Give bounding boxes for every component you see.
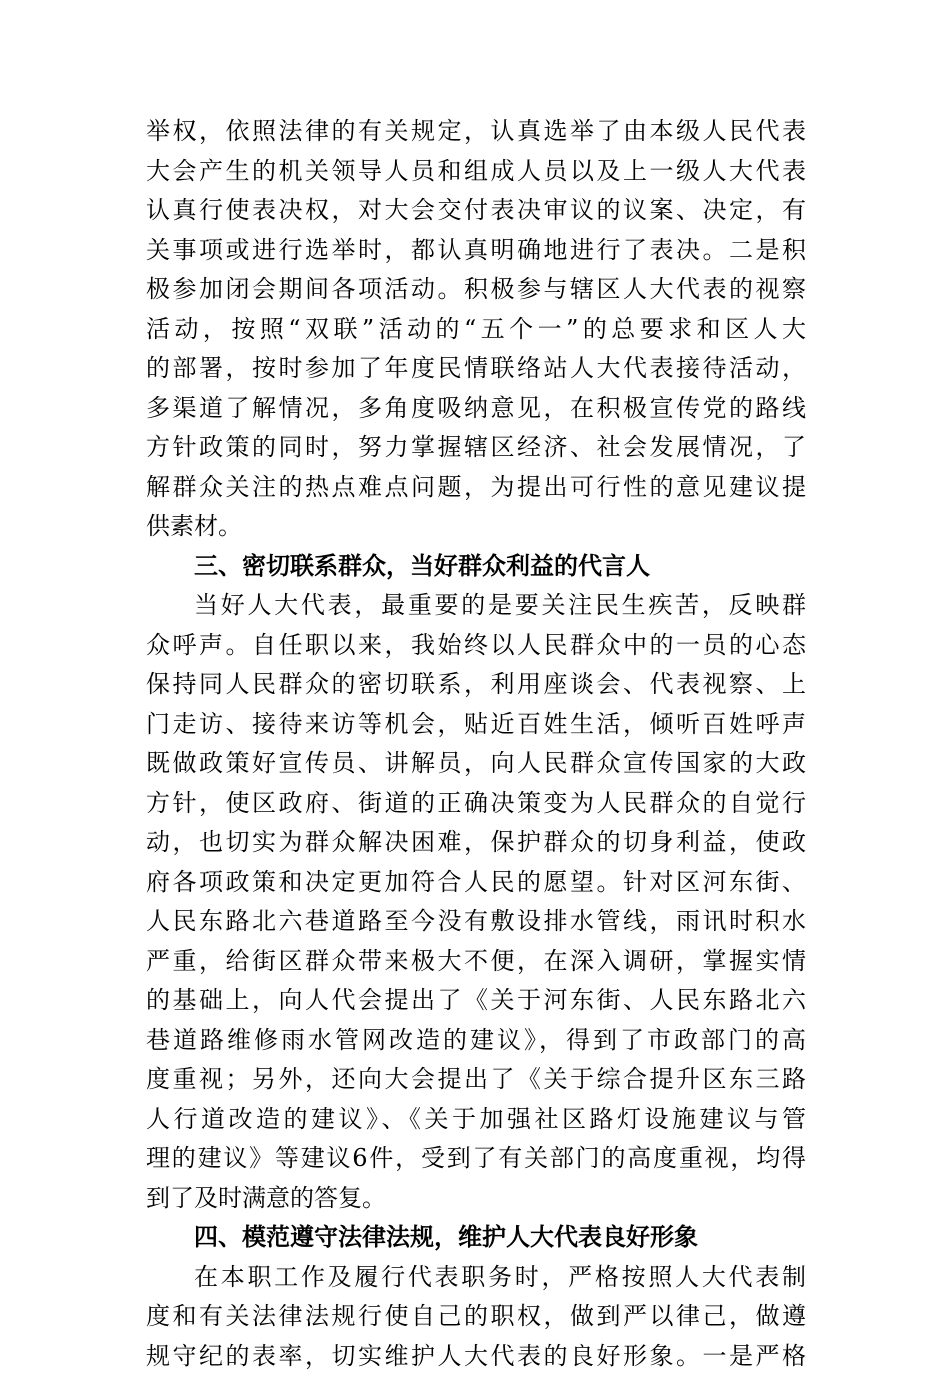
text-line: 人民东路北六巷道路至今没有敷设排水管线，雨讯时积水 [146, 902, 806, 942]
text-line: 的基础上，向人代会提出了《关于河东街、人民东路北六 [146, 981, 806, 1021]
text-line: 巷道路维修雨水管网改造的建议》，得到了市政部门的高 [146, 1021, 806, 1061]
text-line: 度和有关法律法规行使自己的职权，做到严以律己，做遵 [146, 1297, 806, 1337]
text-line: 人行道改造的建议》、《关于加强社区路灯设施建议与管 [146, 1100, 806, 1140]
document-body [146, 112, 806, 1376]
text-line: 供素材。 [146, 507, 806, 547]
text-line: 解群众关注的热点难点问题，为提出可行性的意见建议提 [146, 468, 806, 508]
text-line: 众呼声。自任职以来，我始终以人民群众中的一员的心态 [146, 626, 806, 666]
text-line: 多渠道了解情况，多角度吸纳意见，在积极宣传党的路线 [146, 389, 806, 429]
section-heading-4: 四、模范遵守法律法规，维护人大代表良好形象 [146, 1218, 806, 1258]
text-line: 方针政策的同时，努力掌握辖区经济、社会发展情况，了 [146, 428, 806, 468]
text-line: 府各项政策和决定更加符合人民的愿望。针对区河东街、 [146, 863, 806, 903]
text-line: 理的建议》等建议6件，受到了有关部门的高度重视，均得 [146, 1139, 806, 1179]
text-line: 在本职工作及履行代表职务时，严格按照人大代表制 [146, 1258, 806, 1298]
text-line: 严重，给街区群众带来极大不便，在深入调研，掌握实情 [146, 942, 806, 982]
text-line: 规守纪的表率，切实维护人大代表的良好形象。一是严格 [146, 1337, 806, 1376]
text-line: 认真行使表决权，对大会交付表决审议的议案、决定，有 [146, 191, 806, 231]
text-line: 动，也切实为群众解决困难，保护群众的切身利益，使政 [146, 823, 806, 863]
text-line: 大会产生的机关领导人员和组成人员以及上一级人大代表 [146, 152, 806, 192]
text-line: 保持同人民群众的密切联系，利用座谈会、代表视察、上 [146, 665, 806, 705]
text-line: 既做政策好宣传员、讲解员，向人民群众宣传国家的大政 [146, 744, 806, 784]
text-line: 方针，使区政府、街道的正确决策变为人民群众的自觉行 [146, 784, 806, 824]
text-line: 度重视；另外，还向大会提出了《关于综合提升区东三路 [146, 1060, 806, 1100]
text-line: 当好人大代表，最重要的是要关注民生疾苦，反映群 [146, 586, 806, 626]
section-heading-3: 三、密切联系群众，当好群众利益的代言人 [146, 547, 806, 587]
text-line: 到了及时满意的答复。 [146, 1179, 806, 1219]
text-line: 关事项或进行选举时，都认真明确地进行了表决。二是积 [146, 231, 806, 271]
text-line: 的部署，按时参加了年度民情联络站人大代表接待活动， [146, 349, 806, 389]
text-line: 活动，按照“双联”活动的“五个一”的总要求和区人大 [146, 310, 806, 350]
text-line: 举权，依照法律的有关规定，认真选举了由本级人民代表 [146, 112, 806, 152]
text-line: 门走访、接待来访等机会，贴近百姓生活，倾听百姓呼声 [146, 705, 806, 745]
text-line: 极参加闭会期间各项活动。积极参与辖区人大代表的视察 [146, 270, 806, 310]
